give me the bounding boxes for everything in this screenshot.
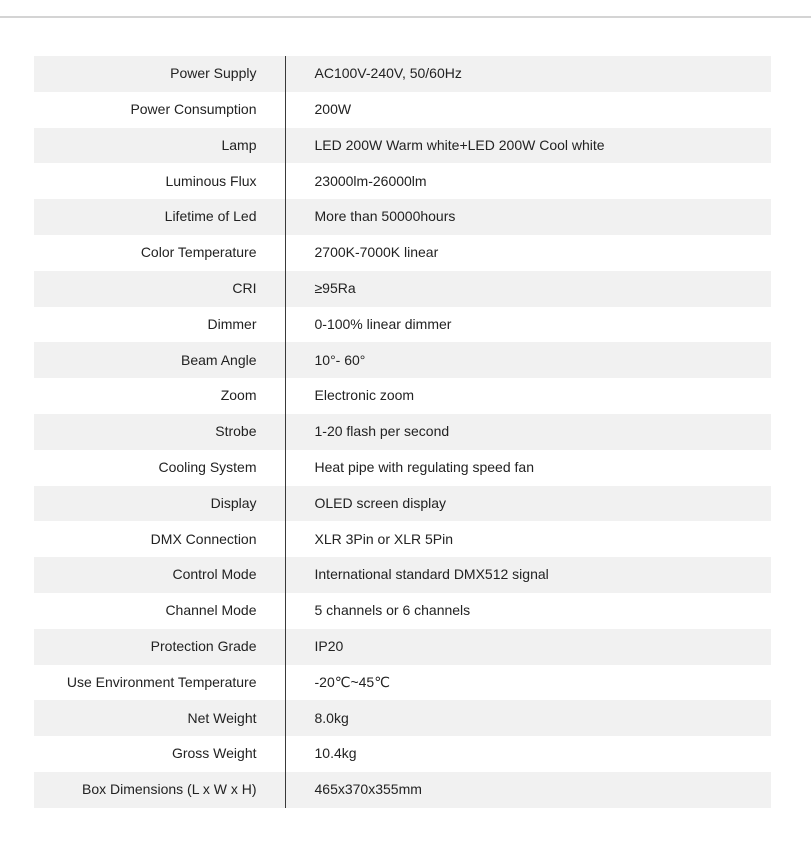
spec-table — [34, 56, 771, 808]
spec-value: XLR 3Pin or XLR 5Pin — [285, 521, 771, 557]
spec-value: More than 50000hours — [285, 199, 771, 235]
spec-label: Dimmer — [34, 307, 285, 343]
spec-label: Cooling System — [34, 450, 285, 486]
spec-value: 200W — [285, 92, 771, 128]
spec-value: 465x370x355mm — [285, 772, 771, 808]
table-row — [34, 450, 771, 486]
spec-value: 10°- 60° — [285, 342, 771, 378]
table-row — [34, 521, 771, 557]
spec-value: 10.4kg — [285, 736, 771, 772]
spec-label: Control Mode — [34, 557, 285, 593]
table-row — [34, 235, 771, 271]
table-row — [34, 629, 771, 665]
spec-label: Lifetime of Led — [34, 199, 285, 235]
table-row — [34, 772, 771, 808]
spec-label: Strobe — [34, 414, 285, 450]
table-row — [34, 163, 771, 199]
spec-label: Beam Angle — [34, 342, 285, 378]
table-row — [34, 378, 771, 414]
spec-label: Power Consumption — [34, 92, 285, 128]
table-row — [34, 342, 771, 378]
spec-value: LED 200W Warm white+LED 200W Cool white — [285, 128, 771, 164]
spec-label: Protection Grade — [34, 629, 285, 665]
spec-value: -20℃~45℃ — [285, 665, 771, 701]
spec-label: Use Environment Temperature — [34, 665, 285, 701]
table-row — [34, 557, 771, 593]
spec-value: ≥95Ra — [285, 271, 771, 307]
table-row — [34, 92, 771, 128]
spec-value: 0-100% linear dimmer — [285, 307, 771, 343]
spec-label: Power Supply — [34, 56, 285, 92]
spec-value: AC100V-240V, 50/60Hz — [285, 56, 771, 92]
table-row — [34, 486, 771, 522]
spec-label: CRI — [34, 271, 285, 307]
top-divider — [0, 16, 811, 18]
spec-label: Luminous Flux — [34, 163, 285, 199]
spec-label: Display — [34, 486, 285, 522]
table-row — [34, 271, 771, 307]
spec-value: Electronic zoom — [285, 378, 771, 414]
spec-value: Heat pipe with regulating speed fan — [285, 450, 771, 486]
spec-value: 8.0kg — [285, 700, 771, 736]
spec-label: Color Temperature — [34, 235, 285, 271]
spec-value: IP20 — [285, 629, 771, 665]
spec-value: International standard DMX512 signal — [285, 557, 771, 593]
spec-label: Net Weight — [34, 700, 285, 736]
table-row — [34, 199, 771, 235]
table-row — [34, 128, 771, 164]
table-row — [34, 414, 771, 450]
table-row — [34, 665, 771, 701]
table-row — [34, 56, 771, 92]
spec-value: OLED screen display — [285, 486, 771, 522]
spec-value: 1-20 flash per second — [285, 414, 771, 450]
spec-label: Lamp — [34, 128, 285, 164]
spec-label: Channel Mode — [34, 593, 285, 629]
spec-label: DMX Connection — [34, 521, 285, 557]
table-row — [34, 593, 771, 629]
spec-value: 2700K-7000K linear — [285, 235, 771, 271]
spec-label: Gross Weight — [34, 736, 285, 772]
table-row — [34, 307, 771, 343]
spec-value: 5 channels or 6 channels — [285, 593, 771, 629]
spec-value: 23000lm-26000lm — [285, 163, 771, 199]
spec-label: Box Dimensions (L x W x H) — [34, 772, 285, 808]
table-row — [34, 736, 771, 772]
spec-label: Zoom — [34, 378, 285, 414]
table-row — [34, 700, 771, 736]
